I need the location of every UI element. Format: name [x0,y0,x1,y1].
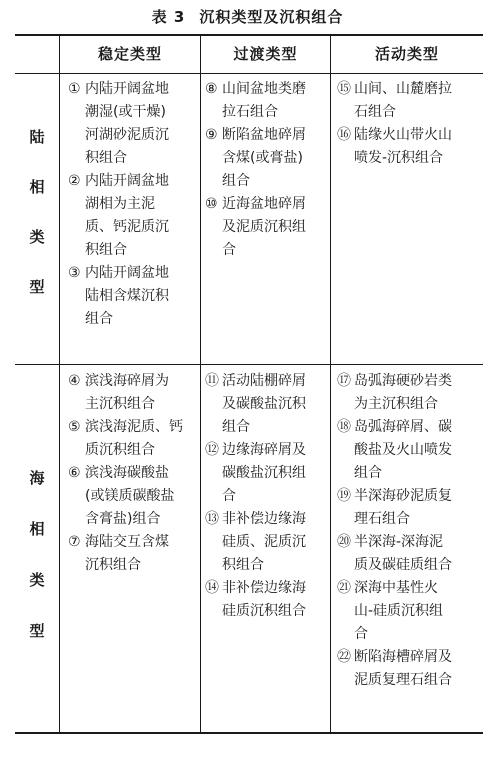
row-label-char: 型 [29,278,45,296]
item-line: 非补偿边缘海 [222,580,306,596]
item-line: 主沉积组合 [85,396,155,412]
item-marker: ④ [68,373,81,389]
list-item [68,262,169,331]
item-line: 河湖砂泥质沉 [85,127,169,143]
item-line: 岛弧海硬砂岩类 [354,373,452,389]
column-divider [330,35,331,732]
list-item [337,416,452,485]
list-item [205,370,306,439]
item-line: 内陆开阔盆地 [85,81,169,97]
item-line: 滨浅海碎屑为 [85,373,169,389]
item-line: 活动陆棚碎屑 [222,373,306,389]
table-title [0,6,495,27]
item-line: 岛弧海碎屑、碳 [354,419,452,435]
item-line: 组合 [222,419,250,435]
item-line: 合 [222,488,236,504]
item-line: 海陆交互含煤 [85,534,169,550]
item-marker: ㉒ [337,649,351,665]
column-header: 活动类型 [374,45,439,63]
item-line: 湖相为主泥 [85,196,155,212]
item-line: 组合 [222,173,250,189]
item-line: 积组合 [222,557,264,573]
item-line: 山-硅质沉积组 [354,603,444,619]
item-line: 内陆开阔盆地 [85,173,169,189]
item-marker: ⑨ [205,127,218,143]
item-marker: ⑭ [205,580,219,596]
header-rule [15,73,483,74]
item-line: 组合 [354,465,382,481]
item-line: 内陆开阔盆地 [85,265,169,281]
row-label-terrestrial [15,74,59,364]
column-divider [59,35,60,732]
item-line: 及泥质沉积组 [222,219,306,235]
item-line: 为主沉积组合 [354,396,438,412]
list-item [205,439,306,508]
item-marker: ⑮ [337,81,351,97]
list-item [337,646,452,692]
list-item [68,170,169,262]
item-line: 非补偿边缘海 [222,511,306,527]
item-line: 拉石组合 [222,104,278,120]
item-line: 合 [354,626,368,642]
item-line: 山间、山麓磨拉 [354,81,452,97]
item-line: 陆缘火山带火山 [354,127,452,143]
item-line: 沉积组合 [85,557,141,573]
item-marker: ⑯ [337,127,351,143]
item-marker: ⑤ [68,419,81,435]
cell-marine-stable [68,370,183,577]
item-marker: ⑪ [205,373,219,389]
list-item [205,508,306,577]
item-marker: ⑥ [68,465,81,481]
table-number: 表 3 [151,8,186,26]
item-line: 理石组合 [354,511,410,527]
cell-terrestrial-transitional [205,78,306,262]
item-line: 深海中基性火 [354,580,438,596]
item-marker: ⑧ [205,81,218,97]
item-marker: ⑰ [337,373,351,389]
item-line: 近海盆地碎屑 [222,196,306,212]
row-label-char: 海 [29,469,45,487]
row-label-char: 相 [29,520,45,538]
item-line: 边缘海碎屑及 [222,442,306,458]
list-item [337,577,452,646]
bottom-rule [15,732,483,734]
item-marker: ③ [68,265,81,281]
item-line: 积组合 [85,150,127,166]
cell-marine-transitional [205,370,306,623]
item-line: 滨浅海碳酸盐 [85,465,169,481]
column-divider [200,35,201,732]
list-item [337,124,452,170]
cell-marine-active [337,370,452,692]
item-marker: ① [68,81,81,97]
list-item [205,124,306,193]
item-line: 石组合 [354,104,396,120]
list-item [68,531,183,577]
item-line: 含膏盐)组合 [85,511,161,527]
list-item [68,462,183,531]
row-label-char: 类 [29,571,45,589]
cell-terrestrial-stable [68,78,169,331]
item-marker: ㉑ [337,580,351,596]
column-header: 稳定类型 [97,45,162,63]
item-marker: ⑱ [337,419,351,435]
row-label-char: 类 [29,228,45,246]
item-line: 质、钙泥质沉 [85,219,169,235]
row-label-char: 陆 [29,128,45,146]
item-line: 含煤(或膏盐) [222,150,303,166]
item-line: 泥质复理石组合 [354,672,452,688]
list-item [68,416,183,462]
item-line: 合 [222,242,236,258]
list-item [337,531,452,577]
list-item [205,78,306,124]
item-line: 滨浅海泥质、钙 [85,419,183,435]
list-item [68,78,169,170]
item-line: 质沉积组合 [85,442,155,458]
row-label-marine [15,365,59,732]
list-item [337,370,452,416]
item-line: 组合 [85,311,113,327]
table-title-text: 沉积类型及沉积组合 [199,8,344,26]
item-line: 质及碳硅质组合 [354,557,452,573]
list-item [337,485,452,531]
item-marker: ⑩ [205,196,218,212]
item-marker: ⑦ [68,534,81,550]
cell-terrestrial-active [337,78,452,170]
item-marker: ⑳ [337,534,351,550]
item-line: 积组合 [85,242,127,258]
item-line: 喷发-沉积组合 [354,150,444,166]
item-line: 半深海-深海泥 [354,534,444,550]
row-divider [15,364,483,365]
item-marker: ⑲ [337,488,351,504]
item-line: 碳酸盐沉积组 [222,465,306,481]
item-line: 陆相含煤沉积 [85,288,169,304]
row-label-char: 型 [29,622,45,640]
item-line: 断陷海槽碎屑及 [354,649,452,665]
row-label-char: 相 [29,178,45,196]
item-line: 潮湿(或干燥) [85,104,166,120]
list-item [205,193,306,262]
item-line: 硅质、泥质沉 [222,534,306,550]
item-marker: ⑫ [205,442,219,458]
list-item [68,370,183,416]
item-line: 山间盆地类磨 [222,81,306,97]
item-line: 及碳酸盐沉积 [222,396,306,412]
list-item [337,78,452,124]
list-item [205,577,306,623]
item-line: 酸盐及火山喷发 [354,442,452,458]
item-marker: ② [68,173,81,189]
item-line: 半深海砂泥质复 [354,488,452,504]
item-line: 硅质沉积组合 [222,603,306,619]
item-marker: ⑬ [205,511,219,527]
column-header: 过渡类型 [233,45,298,63]
item-line: 断陷盆地碎屑 [222,127,306,143]
item-line: (或镁质碳酸盐 [85,488,175,504]
